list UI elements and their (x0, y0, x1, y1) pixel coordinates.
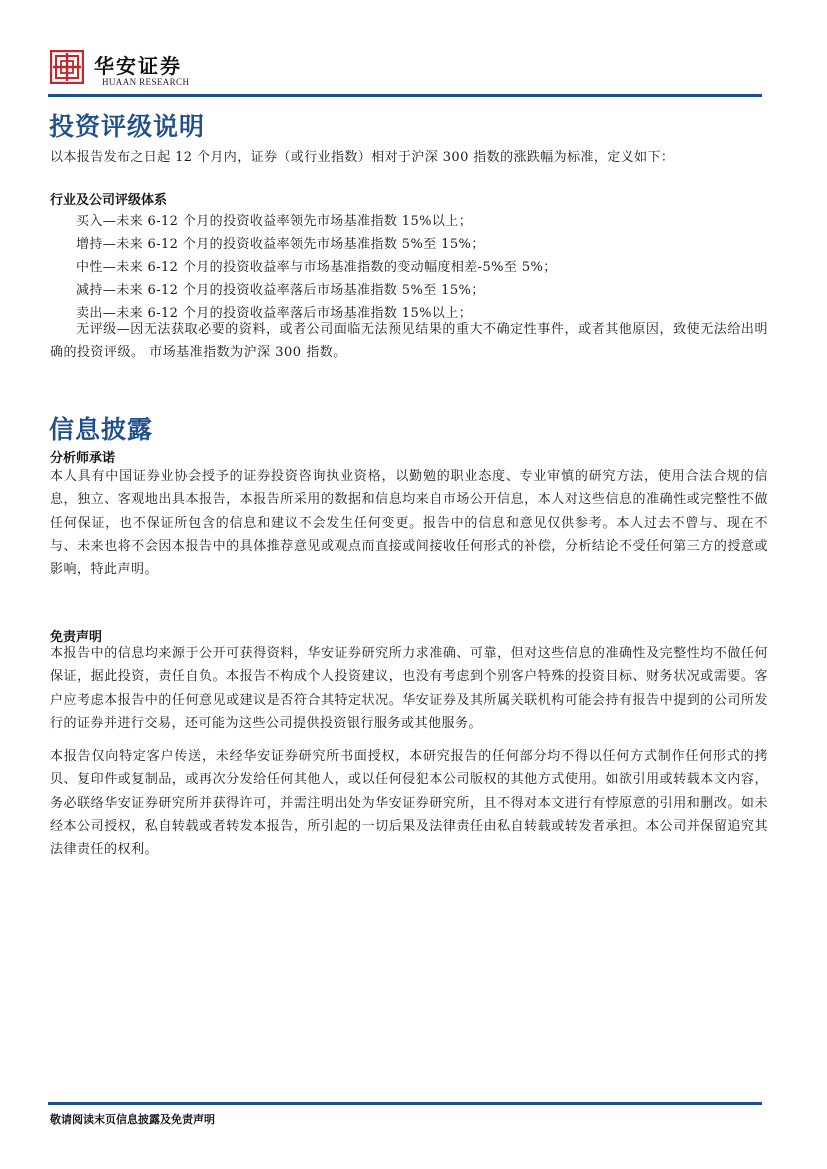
footer-note: 敬请阅读末页信息披露及免责声明 (50, 1113, 215, 1126)
rating-section-title: 投资评级说明 (49, 112, 206, 141)
logo-chinese-name: 华安证券 (94, 54, 182, 78)
rating-neutral: 中性—未来 6-12 个月的投资收益率与市场基准指数的变动幅度相差-5%至 5%； (76, 260, 557, 275)
rating-underweight: 减持—未来 6-12 个月的投资收益率落后市场基准指数 5%至 15%； (76, 283, 485, 298)
rating-overweight: 增持—未来 6-12 个月的投资收益率领先市场基准指数 5%至 15%； (76, 237, 485, 252)
rating-sell: 卖出—未来 6-12 个月的投资收益率落后市场基准指数 15%以上； (76, 306, 473, 321)
footer-divider (48, 1102, 762, 1105)
rating-system-subtitle: 行业及公司评级体系 (50, 193, 168, 208)
rating-buy: 买入—未来 6-12 个月的投资收益率领先市场基准指数 15%以上； (76, 214, 473, 229)
analyst-commitment-title: 分析师承诺 (50, 451, 116, 466)
company-logo (50, 50, 250, 90)
analyst-commitment-text: 本人具有中国证券业协会授予的证券投资咨询执业资格，以勤勉的职业态度、专业审慎的研究方法，使用合法合规的信息，独立、客观地出具本报告，本报告所采用的数据和信息均来自市场公开信息，本人对这些信息的准确性或完整性不做任何保证，也不保证所包含的信息和建议不会发生任何变更。报告中的信息和意见仅供参考。本人过去不曾与、现在不与、未来也将不会因本报告中的具体推荐意见或观点而直接或间接收任何形式的补偿，分析结论不受任何第三方的授意或影响，特此声明。 (50, 469, 768, 578)
huaan-seal-icon (50, 50, 84, 84)
disclaimer-paragraph-1: 本报告中的信息均来源于公开可获得资料，华安证券研究所力求准确、可靠，但对这些信息的准确性及完整性均不做任何保证，据此投资，责任自负。本报告不构成个人投资建议，也没有考虑到个别客户特殊的投资目标、财务状况或需要。客户应考虑本报告中的任何意见或建议是否符合其特定状况。华安证券及其所属关联机构可能会持有报告中提到的公司所发行的证券并进行交易，还可能为这些公司提供投资银行服务或其他服务。 (50, 646, 768, 731)
rating-intro: 以本报告发布之日起 12 个月内，证券（或行业指数）相对于沪深 300 指数的涨跌幅为标准，定义如下： (50, 150, 675, 165)
disclosure-section-title: 信息披露 (49, 415, 154, 444)
logo-english-name: HUAAN RESEARCH (102, 77, 190, 87)
rating-none: 无评级—因无法获取必要的资料，或者公司面临无法预见结果的重大不确定性事件，或者其他原因，致使无法给出明确的投资评级。 市场基准指数为沪深 300 指数。 (50, 322, 768, 361)
disclaimer-title: 免责声明 (50, 630, 103, 645)
disclaimer-paragraph-2: 本报告仅向特定客户传送，未经华安证券研究所书面授权，本研究报告的任何部分均不得以任何方式制作任何形式的拷贝、复印件或复制品，或再次分发给任何其他人，或以任何侵犯本公司版权的其他方式使用。如欲引用或转载本文内容，务必联络华安证券研究所并获得许可，并需注明出处为华安证券研究所，且不得对本文进行有悖原意的引用和删改。如未经本公司授权，私自转载或者转发本报告，所引起的一切后果及法律责任由私自转载或转发者承担。本公司并保留追究其法律责任的权利。 (50, 749, 768, 858)
header-divider (48, 94, 762, 97)
